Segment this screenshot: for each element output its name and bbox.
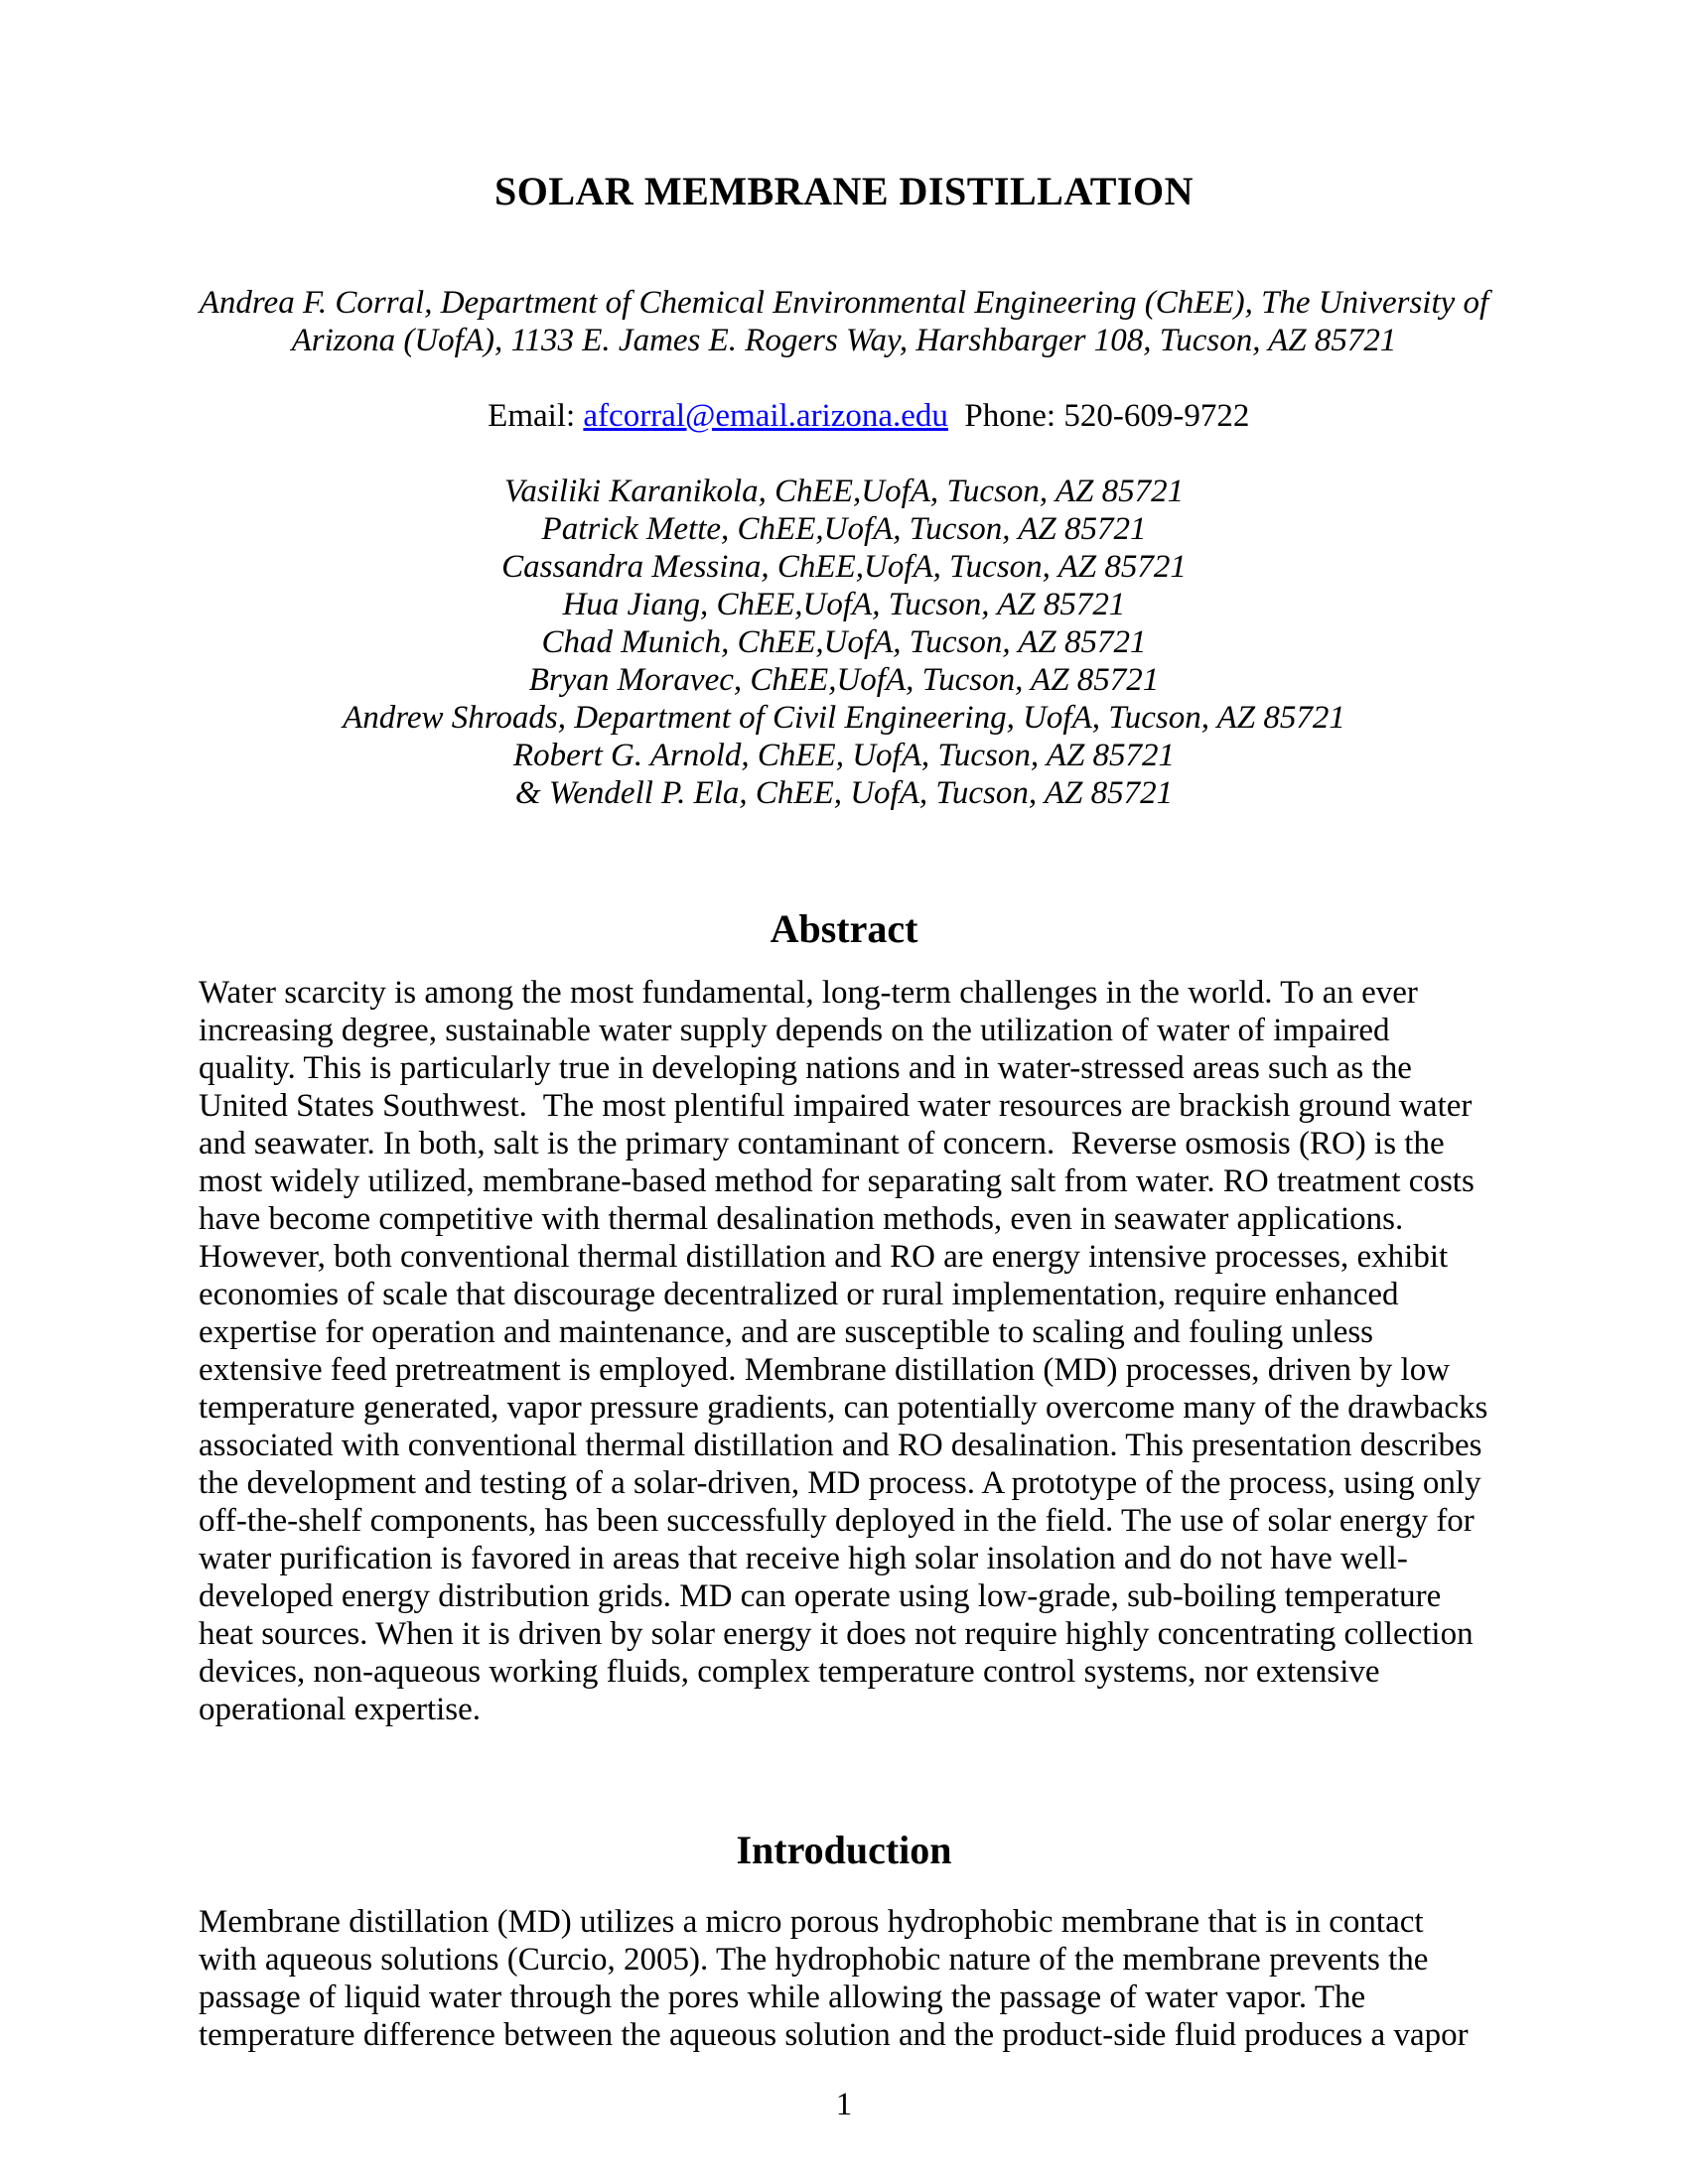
author-line: Bryan Moravec, ChEE,UofA, Tucson, AZ 85721 <box>528 662 1160 698</box>
author-line: & Wendell P. Ela, ChEE, UofA, Tucson, AZ 85721 <box>514 775 1174 811</box>
coauthor-list <box>199 473 1489 812</box>
page-number: 1 <box>835 2087 853 2122</box>
introduction-body: Membrane distillation (MD) utilizes a micro porous hydrophobic membrane that is in contact with aqueous solutions (Curcio, 2005). The hydrophobic nature of the membrane prevents the passage of liquid water through the pores while allowing the passage of water vapor. The temperature difference between the aqueous solution and the product-side fluid produces a vapor <box>199 1904 1469 2053</box>
author-line: Chad Munich, ChEE,UofA, Tucson, AZ 85721 <box>541 624 1147 660</box>
author-block <box>199 284 1496 812</box>
abstract-heading: Abstract <box>770 906 918 951</box>
author-line: Vasiliki Karanikola, ChEE,UofA, Tucson, AZ 85721 <box>503 474 1185 509</box>
introduction-heading: Introduction <box>736 1828 952 1872</box>
abstract-body: Water scarcity is among the most fundamental, long-term challenges in the world. To an ever increasing degree, sustainable water supply depends on the utilization of water of impaired quality. This is particularly true in developing nations and in water-stressed areas such as the United States Southwest. The most plentiful impaired water resources are brackish ground water and seawater. In both, salt is the primary contaminant of concern. Reverse osmosis (RO) is the most widely utilized, membrane-based method for separating salt from water. RO treatment costs have become competitive with thermal desalination methods, even in seawater applications. However, both conventional thermal distillation and RO are energy intensive processes, exhibit economies of scale that discourage decentralized or rural implementation, require enhanced expertise for operation and maintenance, and are susceptible to scaling and fouling unless extensive feed pretreatment is employed. Membrane distillation (MD) processes, driven by low temperature generated, vapor pressure gradients, can potentially overcome many of the drawbacks associated with conventional thermal distillation and RO desalination. This presentation describes the development and testing of a solar-driven, MD process. A prototype of the process, using only off-the-shelf components, has been successfully deployed in the field. The use of solar energy for water purification is favored in areas that receive high solar insolation and do not have well-developed energy distribution grids. MD can operate using low-grade, sub-boiling temperature heat sources. When it is driven by solar energy it does not require highly concentrating collection devices, non-aqueous working fluids, complex temperature control systems, nor extensive operational expertise. <box>199 975 1496 1727</box>
contact-line <box>199 359 1489 473</box>
author-line: Robert G. Arnold, ChEE, UofA, Tucson, AZ 85721 <box>512 738 1176 773</box>
author-line: Andrew Shroads, Department of Civil Engineering, UofA, Tucson, AZ 85721 <box>343 700 1345 736</box>
phone-label: Phone: 520-609-9722 <box>964 398 1250 434</box>
lead-author-affiliation: Andrea F. Corral, Department of Chemical Environmental Engineering (ChEE), The University of Arizona (UofA), 1133 E. James E. Rogers Way, Harshbarger 108, Tucson, AZ 85721 <box>199 285 1496 358</box>
email-label: Email: <box>488 398 584 434</box>
author-line: Hua Jiang, ChEE,UofA, Tucson, AZ 85721 <box>562 587 1126 622</box>
author-line: Patrick Mette, ChEE,UofA, Tucson, AZ 85721 <box>541 511 1147 547</box>
contact-separator <box>948 398 965 434</box>
paper-title: SOLAR MEMBRANE DISTILLATION <box>494 169 1194 213</box>
author-line: Cassandra Messina, ChEE,UofA, Tucson, AZ 85721 <box>501 549 1187 585</box>
email-link[interactable]: afcorral@email.arizona.edu <box>583 398 948 434</box>
